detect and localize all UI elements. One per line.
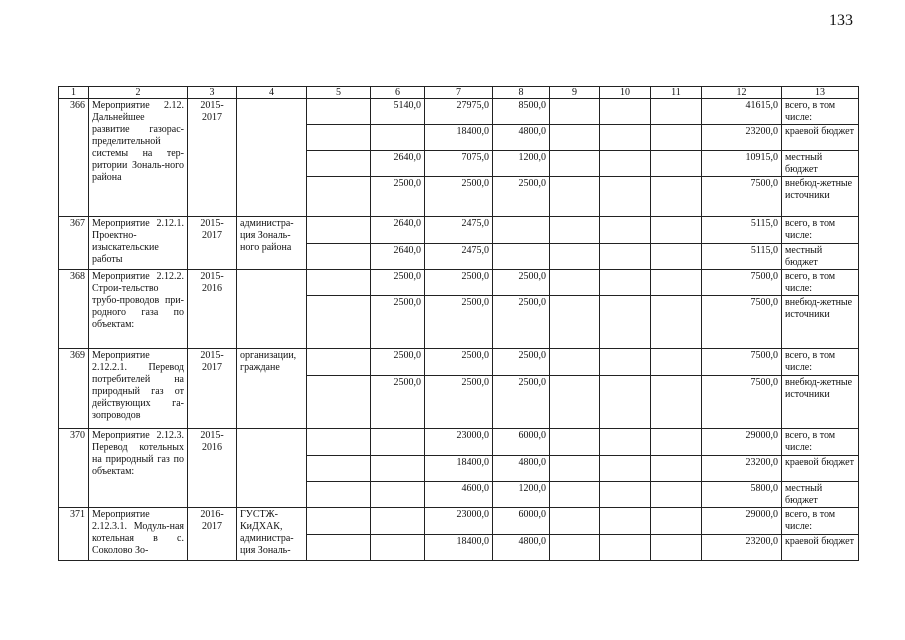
- table-body: [59, 87, 859, 561]
- amount-cell: 29000,0: [702, 429, 782, 456]
- header-cell: 13: [782, 87, 859, 99]
- amount-cell: [307, 508, 371, 535]
- amount-cell: 2475,0: [425, 217, 493, 244]
- amount-cell: 23200,0: [702, 456, 782, 482]
- amount-cell: 8500,0: [493, 99, 550, 125]
- amount-cell: 10915,0: [702, 151, 782, 177]
- executor: [237, 429, 307, 508]
- amount-cell: 2500,0: [493, 376, 550, 429]
- amount-cell: [371, 508, 425, 535]
- amount-cell: [550, 217, 600, 244]
- page-number: 133: [829, 12, 853, 29]
- amount-cell: 2500,0: [425, 296, 493, 349]
- amount-cell: 2500,0: [371, 296, 425, 349]
- amount-cell: [600, 125, 651, 151]
- event-name: Мероприятие 2.12.3. Перевод котельных на природный газ по объектам:: [89, 429, 188, 508]
- amount-cell: 2500,0: [371, 349, 425, 376]
- table-row: [59, 349, 859, 376]
- header-cell: 7: [425, 87, 493, 99]
- amount-cell: [550, 376, 600, 429]
- amount-cell: 2500,0: [493, 270, 550, 296]
- amount-cell: 2640,0: [371, 151, 425, 177]
- table-row: [59, 508, 859, 535]
- amount-cell: [550, 296, 600, 349]
- amount-cell: 1200,0: [493, 151, 550, 177]
- amount-cell: 2500,0: [371, 270, 425, 296]
- amount-cell: [550, 270, 600, 296]
- amount-cell: [651, 270, 702, 296]
- amount-cell: 2500,0: [371, 177, 425, 217]
- funding-source: всего, в том числе:: [782, 508, 859, 535]
- header-cell: 6: [371, 87, 425, 99]
- amount-cell: 27975,0: [425, 99, 493, 125]
- period: 2015-2017: [188, 99, 237, 217]
- amount-cell: 23200,0: [702, 125, 782, 151]
- event-name: Мероприятие 2.12. Дальнейшее развитие газорас-пределительной системы на тер-ритории Зональ-ного района: [89, 99, 188, 217]
- amount-cell: 7500,0: [702, 349, 782, 376]
- amount-cell: 7500,0: [702, 296, 782, 349]
- amount-cell: [651, 244, 702, 270]
- funding-source: всего, в том числе:: [782, 217, 859, 244]
- amount-cell: [651, 349, 702, 376]
- amount-cell: 4800,0: [493, 456, 550, 482]
- amount-cell: [651, 125, 702, 151]
- amount-cell: 18400,0: [425, 456, 493, 482]
- event-name: Мероприятие 2.12.2. Строи-тельство трубо-проводов при-родного газа по объектам:: [89, 270, 188, 349]
- amount-cell: [550, 244, 600, 270]
- amount-cell: [600, 508, 651, 535]
- amount-cell: 2475,0: [425, 244, 493, 270]
- amount-cell: 2500,0: [493, 349, 550, 376]
- amount-cell: [600, 99, 651, 125]
- amount-cell: [550, 99, 600, 125]
- header-cell: 11: [651, 87, 702, 99]
- amount-cell: 2640,0: [371, 244, 425, 270]
- amount-cell: [550, 429, 600, 456]
- amount-cell: [307, 376, 371, 429]
- funding-source: внебюд-жетные источники: [782, 177, 859, 217]
- amount-cell: [600, 535, 651, 561]
- amount-cell: 2500,0: [425, 177, 493, 217]
- amount-cell: [651, 151, 702, 177]
- header-cell: 2: [89, 87, 188, 99]
- header-cell: 3: [188, 87, 237, 99]
- amount-cell: [600, 296, 651, 349]
- amount-cell: [651, 456, 702, 482]
- row-number: 369: [59, 349, 89, 429]
- period: 2015-2016: [188, 429, 237, 508]
- amount-cell: 5140,0: [371, 99, 425, 125]
- amount-cell: [307, 482, 371, 508]
- amount-cell: [651, 535, 702, 561]
- amount-cell: [651, 99, 702, 125]
- amount-cell: 23000,0: [425, 508, 493, 535]
- amount-cell: [307, 429, 371, 456]
- row-number: 371: [59, 508, 89, 561]
- amount-cell: [493, 217, 550, 244]
- funding-source: краевой бюджет: [782, 456, 859, 482]
- amount-cell: [600, 244, 651, 270]
- amount-cell: [600, 429, 651, 456]
- header-cell: 12: [702, 87, 782, 99]
- funding-source: всего, в том числе:: [782, 349, 859, 376]
- row-number: 370: [59, 429, 89, 508]
- table-row: [59, 217, 859, 244]
- amount-cell: 2500,0: [425, 270, 493, 296]
- amount-cell: [651, 177, 702, 217]
- funding-source: всего, в том числе:: [782, 429, 859, 456]
- amount-cell: 7075,0: [425, 151, 493, 177]
- executor: организации, граждане: [237, 349, 307, 429]
- amount-cell: [307, 535, 371, 561]
- amount-cell: [307, 99, 371, 125]
- amount-cell: [550, 456, 600, 482]
- executor: ГУСТЖ-КиДХАК, администра-ция Зональ-: [237, 508, 307, 561]
- amount-cell: 2640,0: [371, 217, 425, 244]
- header-cell: 4: [237, 87, 307, 99]
- amount-cell: 4600,0: [425, 482, 493, 508]
- event-name: Мероприятие 2.12.2.1. Перевод потребителей на природный газ от действующих га-зопроводов: [89, 349, 188, 429]
- period: 2015-2017: [188, 217, 237, 270]
- funding-source: всего, в том числе:: [782, 99, 859, 125]
- amount-cell: 2500,0: [425, 349, 493, 376]
- amount-cell: 4800,0: [493, 125, 550, 151]
- amount-cell: [550, 482, 600, 508]
- amount-cell: [651, 217, 702, 244]
- amount-cell: [600, 270, 651, 296]
- amount-cell: 23200,0: [702, 535, 782, 561]
- funding-source: внебюд-жетные источники: [782, 376, 859, 429]
- amount-cell: [371, 429, 425, 456]
- amount-cell: [307, 244, 371, 270]
- amount-cell: [550, 177, 600, 217]
- executor: [237, 270, 307, 349]
- header-cell: 1: [59, 87, 89, 99]
- budget-table: [58, 86, 859, 561]
- amount-cell: [307, 177, 371, 217]
- amount-cell: [600, 482, 651, 508]
- amount-cell: [371, 456, 425, 482]
- executor: администра-ция Зональ-ного района: [237, 217, 307, 270]
- amount-cell: 2500,0: [493, 296, 550, 349]
- amount-cell: 2500,0: [493, 177, 550, 217]
- header-cell: 5: [307, 87, 371, 99]
- row-number: 367: [59, 217, 89, 270]
- amount-cell: [371, 482, 425, 508]
- amount-cell: [651, 376, 702, 429]
- amount-cell: [307, 125, 371, 151]
- amount-cell: 41615,0: [702, 99, 782, 125]
- amount-cell: 4800,0: [493, 535, 550, 561]
- amount-cell: [651, 508, 702, 535]
- amount-cell: [307, 151, 371, 177]
- row-number: 366: [59, 99, 89, 217]
- amount-cell: 5115,0: [702, 244, 782, 270]
- amount-cell: 5800,0: [702, 482, 782, 508]
- amount-cell: [651, 429, 702, 456]
- amount-cell: [371, 125, 425, 151]
- funding-source: внебюд-жетные источники: [782, 296, 859, 349]
- amount-cell: 6000,0: [493, 429, 550, 456]
- amount-cell: [371, 535, 425, 561]
- amount-cell: 7500,0: [702, 177, 782, 217]
- amount-cell: [307, 217, 371, 244]
- amount-cell: [307, 296, 371, 349]
- table-row: [59, 99, 859, 125]
- amount-cell: [550, 535, 600, 561]
- amount-cell: 2500,0: [371, 376, 425, 429]
- funding-source: местный бюджет: [782, 151, 859, 177]
- amount-cell: [550, 125, 600, 151]
- amount-cell: 7500,0: [702, 270, 782, 296]
- amount-cell: 2500,0: [425, 376, 493, 429]
- table-row: [59, 429, 859, 456]
- executor: [237, 99, 307, 217]
- amount-cell: 18400,0: [425, 535, 493, 561]
- amount-cell: [307, 270, 371, 296]
- table-header-row: [59, 87, 859, 99]
- funding-source: местный бюджет: [782, 244, 859, 270]
- row-number: 368: [59, 270, 89, 349]
- amount-cell: [550, 349, 600, 376]
- amount-cell: 7500,0: [702, 376, 782, 429]
- amount-cell: 18400,0: [425, 125, 493, 151]
- amount-cell: [651, 296, 702, 349]
- table-row: [59, 270, 859, 296]
- funding-source: всего, в том числе:: [782, 270, 859, 296]
- amount-cell: 23000,0: [425, 429, 493, 456]
- amount-cell: 6000,0: [493, 508, 550, 535]
- amount-cell: [651, 482, 702, 508]
- funding-source: краевой бюджет: [782, 535, 859, 561]
- amount-cell: [600, 217, 651, 244]
- amount-cell: [550, 508, 600, 535]
- amount-cell: [307, 349, 371, 376]
- amount-cell: [493, 244, 550, 270]
- amount-cell: [550, 151, 600, 177]
- amount-cell: 5115,0: [702, 217, 782, 244]
- amount-cell: [600, 349, 651, 376]
- amount-cell: [307, 456, 371, 482]
- header-cell: 10: [600, 87, 651, 99]
- header-cell: 9: [550, 87, 600, 99]
- amount-cell: [600, 456, 651, 482]
- event-name: Мероприятие 2.12.3.1. Модуль-ная котельная в с. Соколово Зо-: [89, 508, 188, 561]
- amount-cell: 29000,0: [702, 508, 782, 535]
- funding-source: местный бюджет: [782, 482, 859, 508]
- funding-source: краевой бюджет: [782, 125, 859, 151]
- amount-cell: [600, 151, 651, 177]
- period: 2016-2017: [188, 508, 237, 561]
- header-cell: 8: [493, 87, 550, 99]
- event-name: Мероприятие 2.12.1. Проектно-изыскательские работы: [89, 217, 188, 270]
- amount-cell: [600, 177, 651, 217]
- period: 2015-2016: [188, 270, 237, 349]
- amount-cell: 1200,0: [493, 482, 550, 508]
- amount-cell: [600, 376, 651, 429]
- period: 2015-2017: [188, 349, 237, 429]
